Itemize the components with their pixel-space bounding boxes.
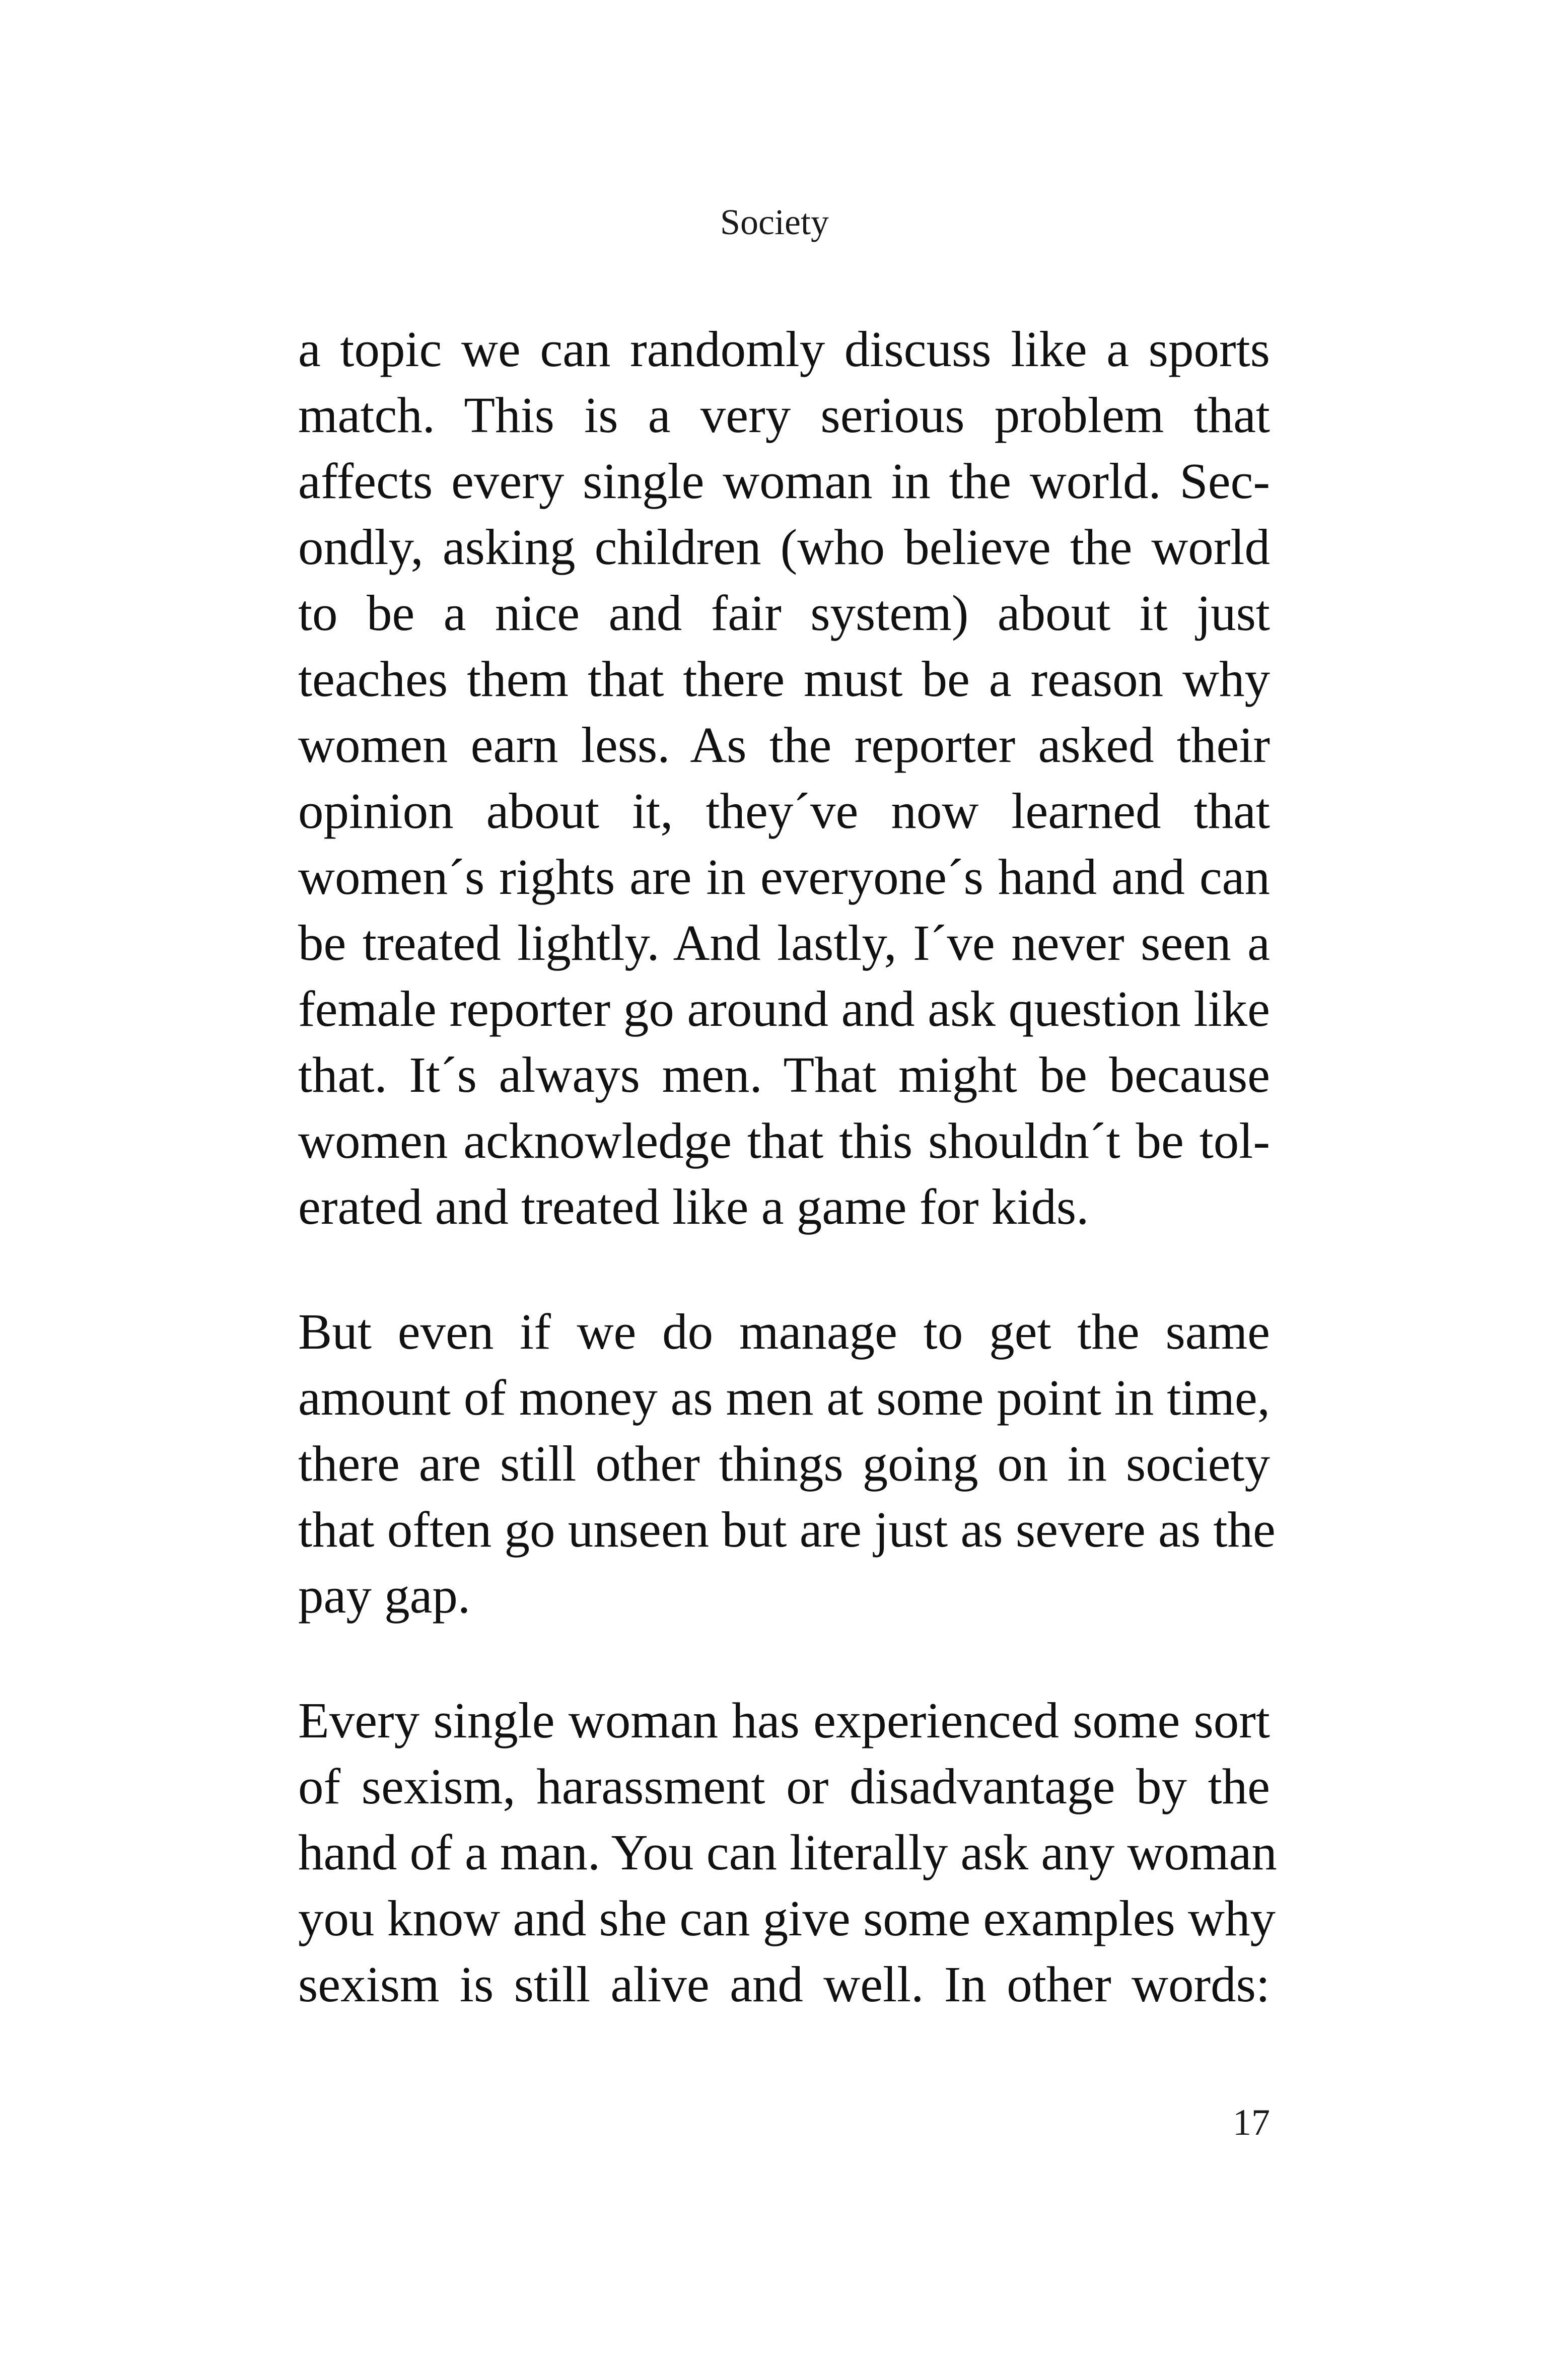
text-line: female reporter go around and ask question like [298, 981, 1270, 1037]
paragraph [298, 316, 1270, 1240]
text-line: hand of a man. You can literally ask any woman [298, 1824, 1277, 1880]
text-line: that. It´s always men. That might be because [298, 1046, 1270, 1103]
text-line: women´s rights are in everyone´s hand and can [298, 849, 1270, 905]
text-line: teaches them that there must be a reason why [298, 651, 1270, 707]
text-line: affects every single woman in the world. Sec- [298, 453, 1270, 509]
text-line: But even if we do manage to get the same [298, 1303, 1270, 1360]
text-line: pay gap. [298, 1567, 471, 1624]
paragraph-gap [298, 1629, 1270, 1688]
text-line: of sexism, harassment or disadvantage by the [298, 1758, 1270, 1814]
text-line: women acknowledge that this shouldn´t be tol- [298, 1112, 1270, 1169]
running-header: Society [720, 202, 829, 242]
text-line: be treated lightly. And lastly, I´ve never seen a [298, 915, 1270, 971]
body-text [298, 316, 1277, 2017]
text-line: opinion about it, they´ve now learned that [298, 783, 1270, 839]
text-line: women earn less. As the reporter asked their [298, 717, 1270, 773]
text-line: there are still other things going on in society [298, 1435, 1270, 1492]
text-line: erated and treated like a game for kids. [298, 1178, 1089, 1235]
text-line: a topic we can randomly discuss like a sports [298, 321, 1270, 377]
text-line: that often go unseen but are just as severe as the [298, 1501, 1276, 1558]
text-line: match. This is a very serious problem that [298, 387, 1270, 443]
paragraph [298, 1688, 1277, 2017]
text-line: you know and she can give some examples why [298, 1890, 1276, 1946]
text-line: sexism is still alive and well. In other words: [298, 1956, 1270, 2012]
paragraph [298, 1299, 1276, 1629]
text-line: to be a nice and fair system) about it just [298, 585, 1270, 641]
page-number: 17 [1233, 2102, 1270, 2143]
paragraph-gap [298, 1240, 1270, 1299]
text-line: Every single woman has experienced some sort [298, 1692, 1270, 1748]
text-line: ondly, asking children (who believe the world [298, 519, 1270, 575]
text-line: amount of money as men at some point in time, [298, 1369, 1270, 1426]
